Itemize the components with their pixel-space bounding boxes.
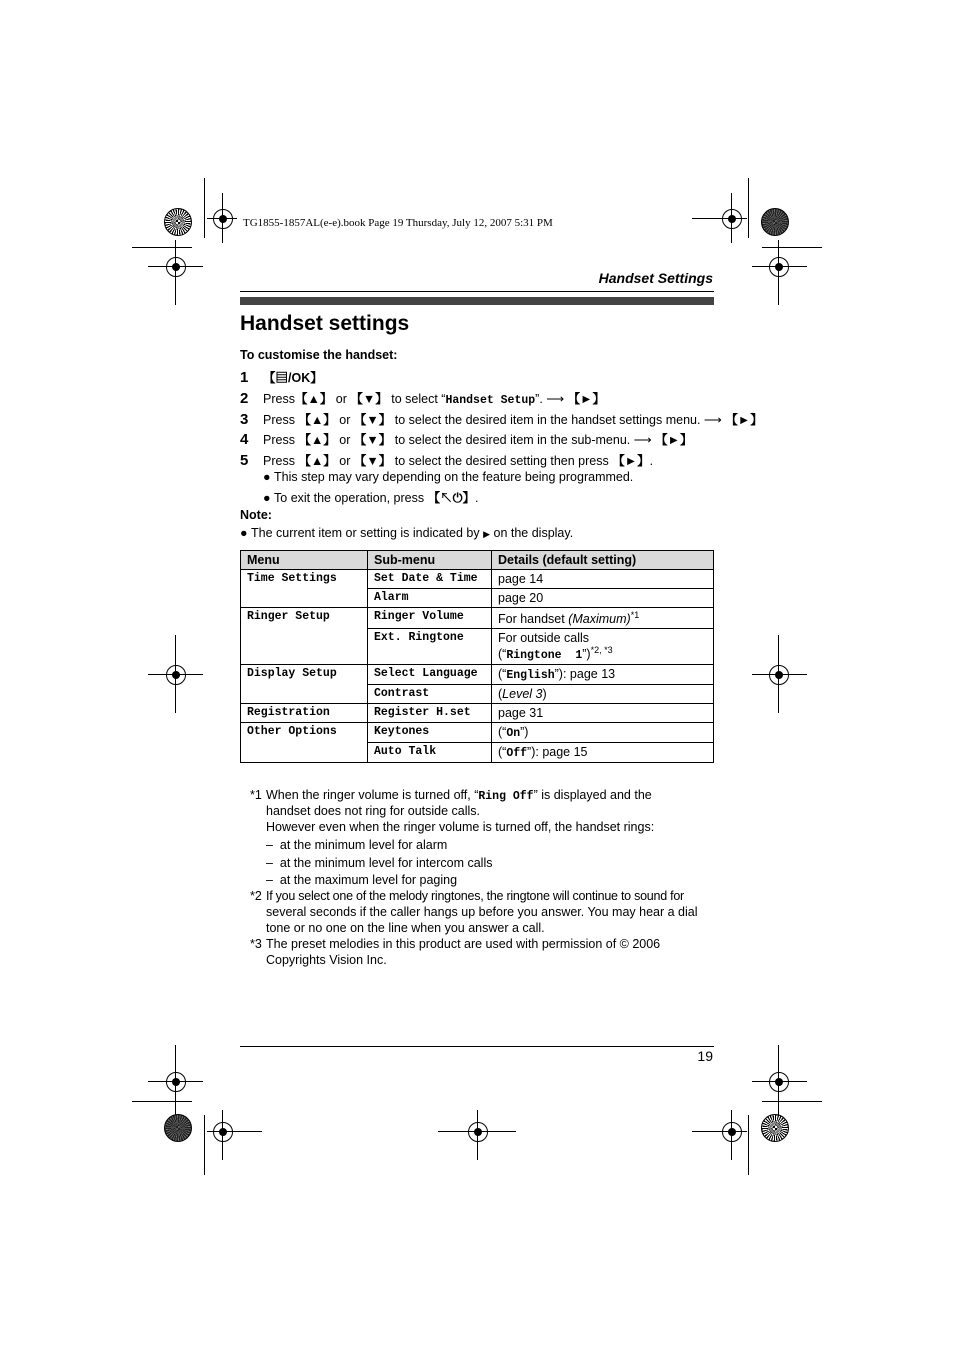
step-number: 4 <box>240 431 249 448</box>
menu-cell: Ringer Setup <box>241 608 368 665</box>
bullet-icon: ● <box>240 526 252 540</box>
step-2 <box>240 389 605 407</box>
registration-mark-icon <box>213 1122 233 1142</box>
step-text: Press <box>263 454 299 468</box>
footnote-text: However even when the ringer volume is turned off, the handset rings: <box>266 820 655 834</box>
note-text: on the display. <box>490 526 574 540</box>
registration-mark-icon <box>722 209 742 229</box>
details-text: For outside calls <box>498 631 590 646</box>
submenu-cell: Ext. Ringtone <box>368 629 492 665</box>
page-number: 19 <box>697 1048 713 1064</box>
crop-mark <box>762 1101 822 1102</box>
default-value: On <box>506 727 521 741</box>
down-key: 【▼】 <box>353 433 392 447</box>
footnote-mark: *2 <box>250 889 262 903</box>
registration-mark-icon <box>769 257 789 277</box>
footnote-ref: *1 <box>630 610 640 620</box>
table-row <box>241 570 714 589</box>
intro-text: To customise the handset: <box>240 348 398 362</box>
submenu-cell: Register H.set <box>368 704 492 723</box>
step-text: to select “ <box>387 392 446 406</box>
dash-item: – at the minimum level for alarm <box>266 838 448 852</box>
details-cell: page 14 <box>492 570 714 589</box>
footnote-text: ” is displayed and the <box>533 788 652 802</box>
default-value: Ringtone 1 <box>506 649 583 663</box>
display-text: Handset Setup <box>445 394 536 407</box>
menu-cell: Registration <box>241 704 368 723</box>
footnote-text: Copyrights Vision Inc. <box>266 953 387 967</box>
menu-ok-key: 【▤/OK】 <box>263 371 323 385</box>
table-row <box>241 608 714 629</box>
footnote-text: When the ringer volume is turned off, “ <box>266 788 479 802</box>
footnote-text: several seconds if the caller hangs up before you answer. You may hear a dial <box>266 905 698 919</box>
step-number: 3 <box>240 411 249 428</box>
running-header: Handset Settings <box>598 270 713 286</box>
step-text: Press <box>263 413 299 427</box>
registration-mark-icon <box>468 1122 488 1142</box>
details-text: ”): page 13 <box>554 667 616 682</box>
step-text: to select the desired item in the handset settings menu. ⟶ <box>391 413 726 427</box>
step-text: ”. ⟶ <box>535 392 568 406</box>
step-text: or <box>335 454 354 468</box>
step-text: Press <box>263 392 295 406</box>
details-cell <box>492 608 714 629</box>
step-number: 2 <box>240 390 249 407</box>
column-header: Sub-menu <box>368 551 492 570</box>
note-label: Note: <box>240 508 272 522</box>
step-number: 1 <box>240 369 249 386</box>
color-star-target-icon <box>164 208 192 236</box>
crop-mark <box>762 247 822 248</box>
step-5 <box>240 451 653 469</box>
step-text: or <box>335 413 354 427</box>
down-key: 【▼】 <box>353 454 392 468</box>
crop-mark <box>204 178 205 238</box>
step-4 <box>240 430 693 448</box>
dash-item: – at the minimum level for intercom calls <box>266 856 493 870</box>
submenu-cell: Keytones <box>368 723 492 743</box>
book-info-line: TG1855-1857AL(e-e).book Page 19 Thursday, July 12, 2007 5:31 PM <box>243 217 553 229</box>
triangle-right-icon: ▶ <box>483 529 491 539</box>
submenu-cell: Auto Talk <box>368 743 492 763</box>
step-number: 5 <box>240 452 249 469</box>
right-key: 【►】 <box>612 454 650 468</box>
table-header-row <box>241 551 714 570</box>
details-cell: (“English”): page 13 <box>492 665 714 685</box>
right-key: 【►】 <box>725 413 763 427</box>
off-key: 【↖⏻】 <box>427 491 475 505</box>
footnote-ref: *2, *3 <box>590 645 613 656</box>
default-value: Off <box>506 747 528 761</box>
up-key: 【▲】 <box>294 392 333 406</box>
bullet-text: This step may vary depending on the feature being programmed. <box>274 470 634 484</box>
up-key: 【▲】 <box>298 454 336 468</box>
bullet-icon: ● <box>263 470 275 484</box>
registration-mark-icon <box>166 1072 186 1092</box>
step-text: or <box>332 392 351 406</box>
step-3 <box>240 410 763 428</box>
step-text: or <box>335 433 354 447</box>
details-cell: (Level 3) <box>492 685 714 704</box>
list-item: ● To exit the operation, press 【↖⏻】. <box>263 491 479 505</box>
table-row <box>241 704 714 723</box>
default-value: English <box>506 669 555 683</box>
registration-mark-icon <box>213 209 233 229</box>
crop-mark <box>132 1101 192 1102</box>
dash-item: – at the maximum level for paging <box>266 873 458 887</box>
details-text: ”): page 15 <box>527 745 588 760</box>
registration-mark-icon <box>769 1072 789 1092</box>
details-cell: For outside calls (“Ringtone 1”)$^{*2, *3}$ <box>492 629 714 665</box>
default-value: (Maximum) <box>568 612 631 627</box>
submenu-cell: Alarm <box>368 589 492 608</box>
step-text: to select the desired item in the sub-menu. ⟶ <box>391 433 656 447</box>
bullet-icon: ● <box>263 491 275 505</box>
registration-mark-icon <box>722 1122 742 1142</box>
step-text: . <box>649 454 654 468</box>
right-key: 【►】 <box>655 433 693 447</box>
footnote-mark: *3 <box>250 937 262 951</box>
footer-rule <box>240 1046 714 1047</box>
default-value: Level 3 <box>502 687 543 702</box>
crop-mark <box>748 1115 749 1175</box>
display-text: Ring Off <box>478 790 534 803</box>
footnote-text: handset does not ring for outside calls. <box>266 804 481 818</box>
crop-mark <box>132 247 192 248</box>
settings-table <box>240 550 714 763</box>
submenu-cell: Set Date & Time <box>368 570 492 589</box>
details-cell: page 31 <box>492 704 714 723</box>
details-cell: (“On”) <box>492 723 714 743</box>
footnote-mark: *1 <box>250 788 262 802</box>
submenu-cell: Select Language <box>368 665 492 685</box>
up-key: 【▲】 <box>298 433 336 447</box>
header-rule <box>240 291 714 292</box>
registration-mark-icon <box>166 665 186 685</box>
column-header: Details (default setting) <box>492 551 714 570</box>
footnote-text: The preset melodies in this product are used with permission of © 2006 <box>266 937 661 951</box>
details-text: For handset <box>498 612 569 627</box>
step-text: to select the desired setting then press <box>391 454 613 468</box>
step-text: Press <box>263 433 299 447</box>
footnote-text: If you select one of the melody ringtones, the ringtone will continue to sound for <box>266 889 684 903</box>
registration-mark-icon <box>769 665 789 685</box>
column-header: Menu <box>241 551 368 570</box>
footnote-text: tone or no one on the line when you answer a call. <box>266 921 545 935</box>
details-cell: (“Off”): page 15 <box>492 743 714 763</box>
color-star-target-icon <box>761 1114 789 1142</box>
note-item <box>240 526 573 540</box>
menu-cell: Display Setup <box>241 665 368 704</box>
submenu-cell: Contrast <box>368 685 492 704</box>
note-text: The current item or setting is indicated by <box>251 526 484 540</box>
up-key: 【▲】 <box>298 413 336 427</box>
menu-cell: Other Options <box>241 723 368 763</box>
right-key: 【►】 <box>567 392 606 406</box>
table-row <box>241 723 714 743</box>
bullet-text: To exit the operation, press <box>274 491 428 505</box>
crop-mark <box>748 178 749 238</box>
list-item <box>263 470 633 484</box>
details-cell: page 20 <box>492 589 714 608</box>
table-row <box>241 665 714 685</box>
down-key: 【▼】 <box>350 392 388 406</box>
submenu-cell: Ringer Volume <box>368 608 492 629</box>
menu-cell: Time Settings <box>241 570 368 608</box>
color-star-target-icon <box>164 1114 192 1142</box>
page-title: Handset settings <box>240 312 410 335</box>
header-bar <box>240 297 714 305</box>
down-key: 【▼】 <box>353 413 392 427</box>
registration-mark-icon <box>166 257 186 277</box>
step-1 <box>240 368 323 386</box>
color-star-target-icon <box>761 208 789 236</box>
crop-mark <box>204 1115 205 1175</box>
